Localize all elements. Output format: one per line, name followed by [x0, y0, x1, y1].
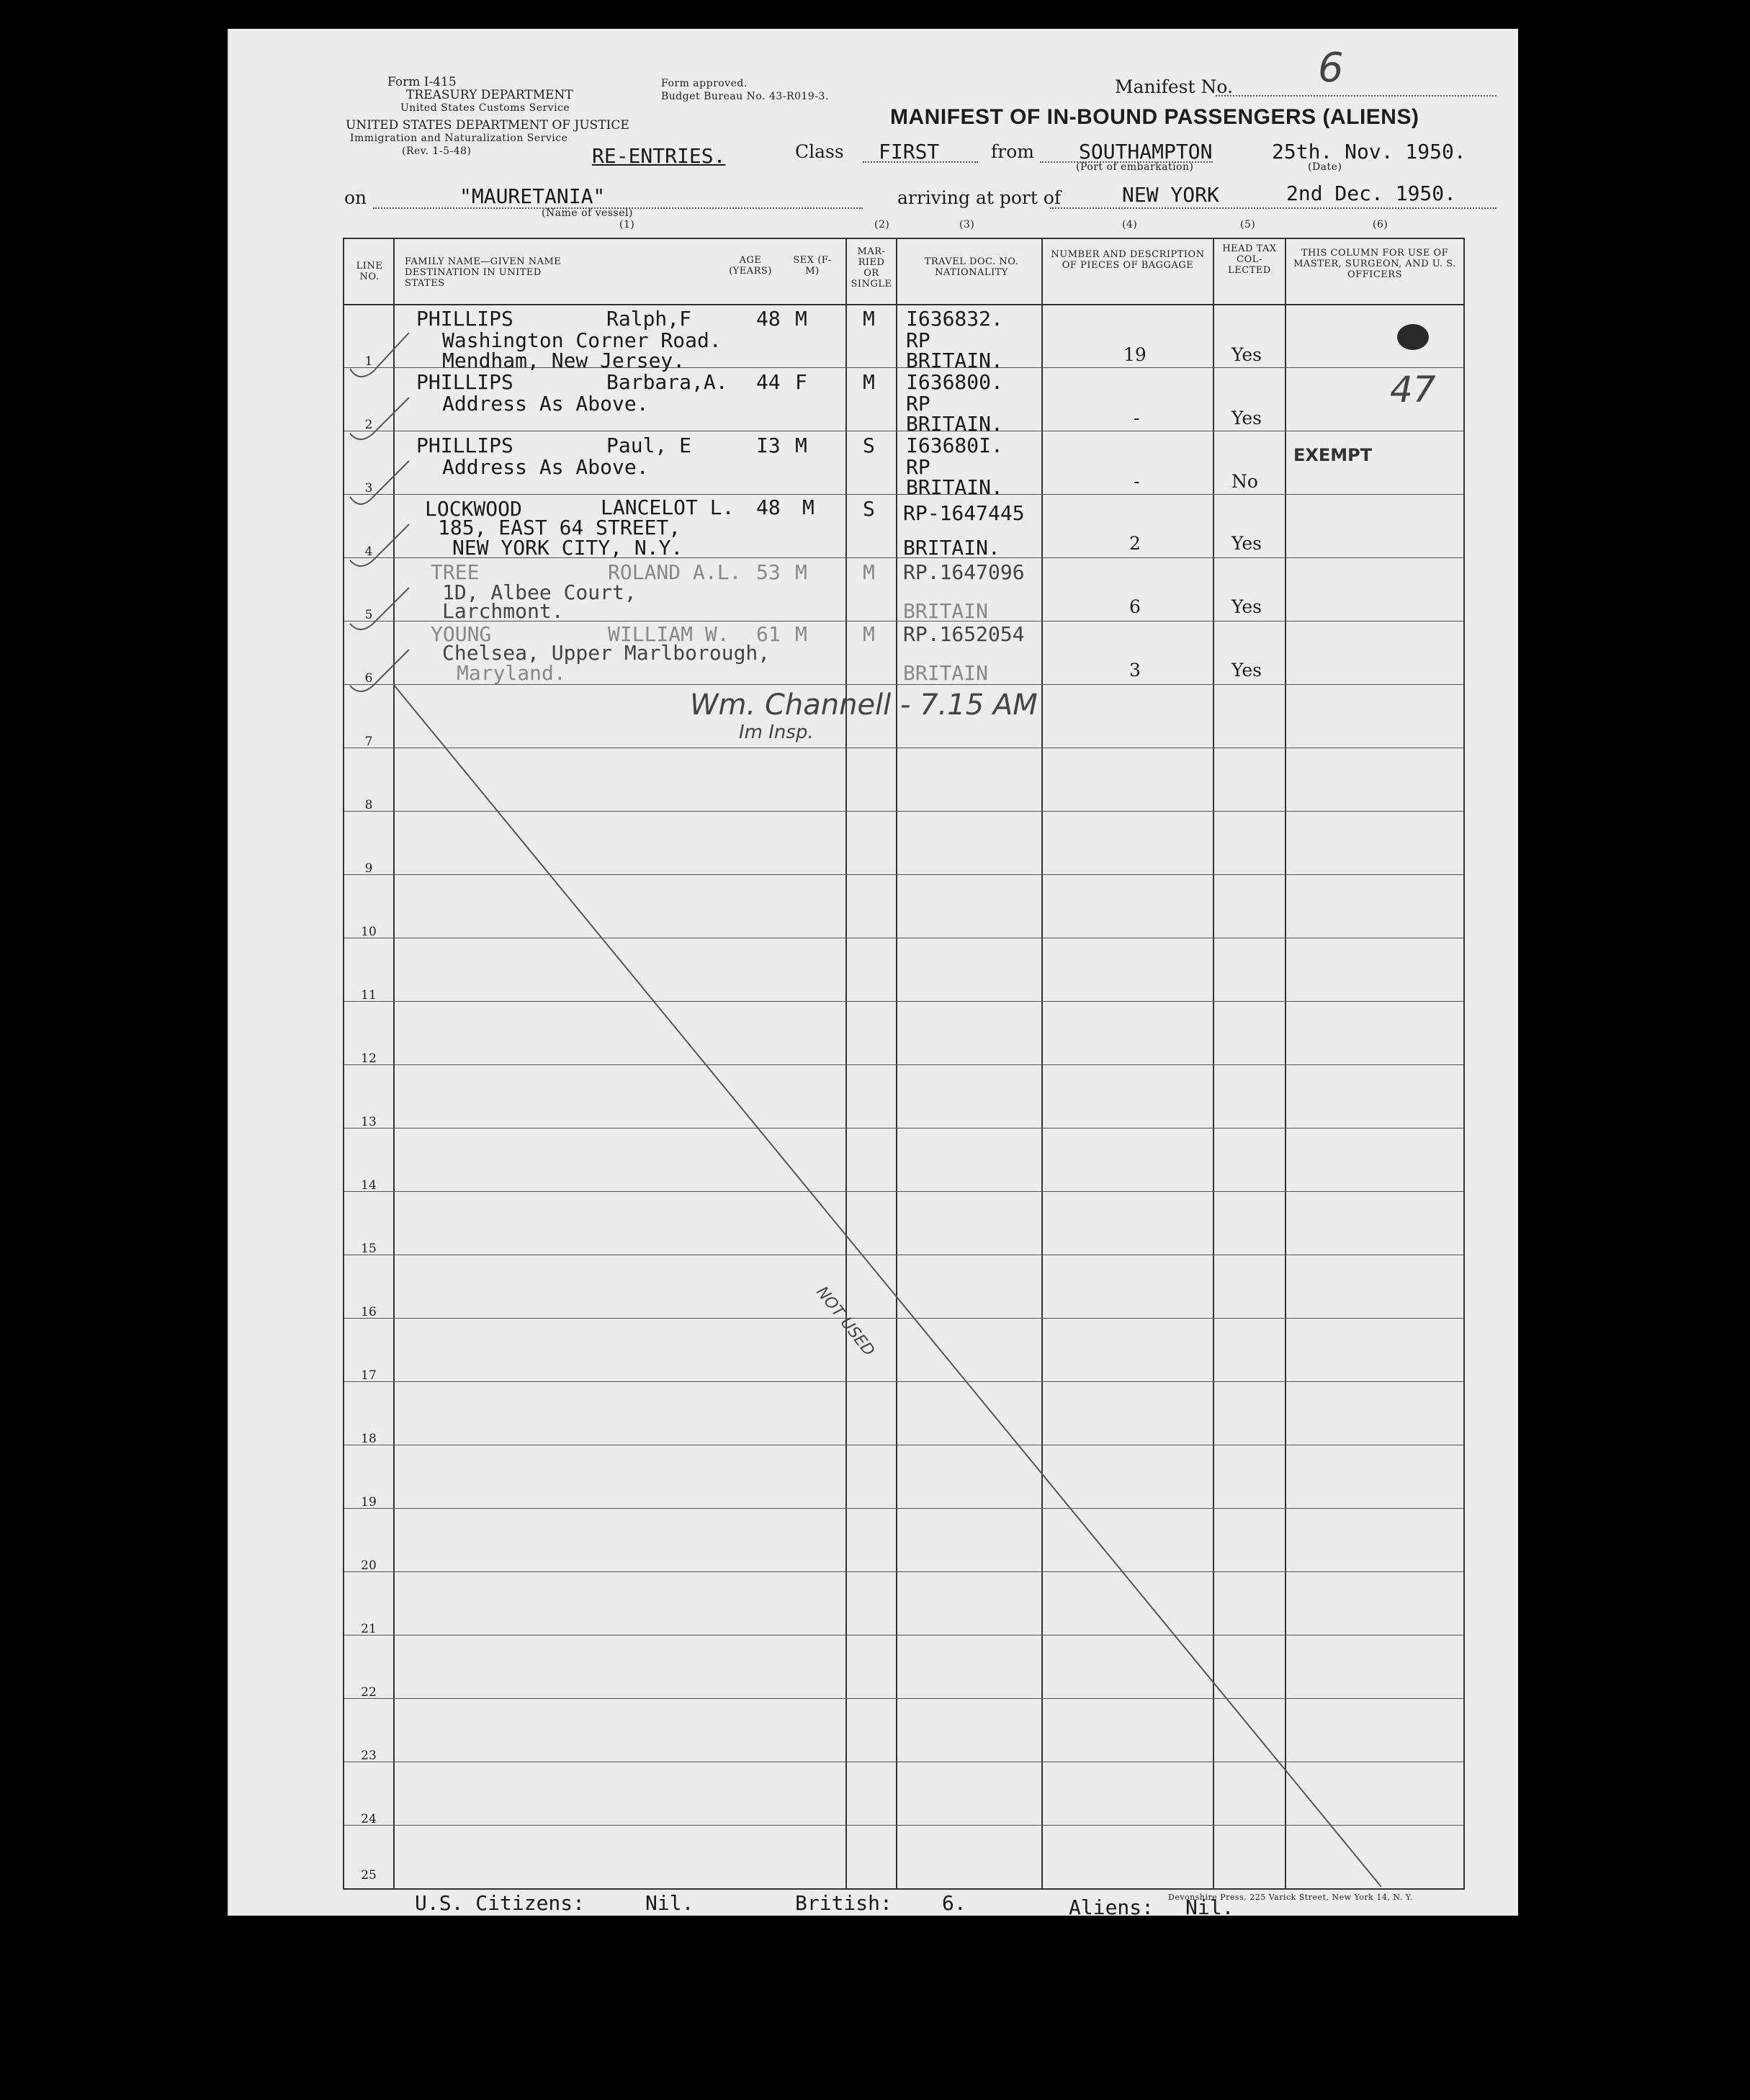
header-sex: SEX (F-M): [793, 255, 832, 277]
sex: M: [802, 495, 815, 519]
line-number: 12: [361, 1051, 377, 1066]
family-name: TREE: [431, 560, 480, 584]
marital-status: M: [863, 307, 875, 331]
line-number: 5: [364, 608, 373, 622]
given-name: Barbara,A.: [606, 370, 728, 394]
sex: M: [795, 560, 807, 584]
header-age: AGE (YEARS): [729, 255, 772, 277]
from-port: SOUTHAMPTON: [1079, 140, 1213, 163]
col-caption-2: (2): [874, 219, 890, 230]
line-number: 18: [361, 1432, 377, 1446]
given-name: Paul, E: [606, 434, 692, 457]
head-tax: Yes: [1231, 408, 1262, 428]
address-line: Chelsea, Upper Marlborough,: [442, 641, 771, 665]
baggage-count: -: [1134, 471, 1140, 492]
line-number: 17: [361, 1368, 377, 1383]
line-number: 2: [364, 418, 373, 432]
header-line-no: LINE NO.: [356, 261, 383, 282]
header-officers: THIS COLUMN FOR USE OF MASTER, SURGEON, AND U. S. OFFICERS: [1293, 248, 1456, 280]
nationality: BRITAIN.: [906, 349, 1003, 372]
manifest-title: MANIFEST OF IN-BOUND PASSENGERS (ALIENS): [890, 105, 1419, 129]
manifest-no-label: Manifest No.: [1115, 76, 1233, 97]
header-baggage: NUMBER AND DESCRIPTION OF PIECES OF BAGGAGE: [1051, 249, 1205, 271]
dept-justice: UNITED STATES DEPARTMENT OF JUSTICE: [346, 118, 629, 133]
header-head-tax: HEAD TAX COL-LECTED: [1222, 243, 1277, 276]
inspector-signature: Wm. Channell - 7.15 AM: [690, 688, 1038, 722]
line-number: 13: [361, 1115, 377, 1129]
age: 61: [756, 622, 781, 646]
address-line: Mendham, New Jersey.: [442, 349, 686, 372]
form-number: Form I-415: [387, 75, 457, 89]
sex: F: [795, 370, 807, 394]
family-name: LOCKWOOD: [425, 497, 522, 521]
travel-doc-no: I636832.: [906, 307, 1003, 331]
travel-doc-no: RP.1652054: [903, 622, 1025, 646]
ins-service: Immigration and Naturalization Service: [350, 133, 568, 144]
age: I3: [756, 434, 781, 457]
line-number: 3: [364, 481, 373, 495]
col-caption-5: (5): [1240, 219, 1256, 230]
baggage-count: 3: [1129, 660, 1141, 681]
address-line: Washington Corner Road.: [442, 328, 722, 352]
arriving-label: arriving at port of: [897, 187, 1062, 208]
col-caption-3: (3): [959, 219, 975, 230]
line-number: 20: [361, 1558, 377, 1573]
address-line: 185, EAST 64 STREET,: [438, 516, 681, 539]
ink-blot: [1397, 324, 1429, 350]
port-embark-caption: (Port of embarkation): [1076, 161, 1194, 173]
address-line: Maryland.: [457, 661, 566, 685]
vessel-name: "MAURETANIA": [459, 184, 606, 208]
from-label: from: [991, 141, 1034, 162]
form-revision: (Rev. 1-5-48): [402, 145, 472, 157]
nationality: BRITAIN: [903, 661, 989, 685]
line-number: 24: [361, 1812, 377, 1826]
age: 48: [756, 495, 781, 519]
date-caption: (Date): [1308, 161, 1342, 173]
line-number: 23: [361, 1749, 377, 1763]
address-line: Address As Above.: [442, 392, 649, 416]
vessel-caption: (Name of vessel): [542, 207, 633, 219]
nationality: BRITAIN.: [906, 475, 1003, 499]
aliens-count: Nil.: [1185, 1895, 1234, 1919]
header-travel-doc: TRAVEL DOC. NO. NATIONALITY: [924, 256, 1019, 278]
us-citizens-count: Nil.: [645, 1891, 694, 1915]
head-tax: Yes: [1231, 660, 1262, 681]
marital-status: M: [863, 622, 875, 646]
sex: M: [795, 434, 807, 457]
given-name: ROLAND A.L.: [608, 560, 742, 584]
sex: M: [795, 307, 807, 331]
not-used-stamp: NOT USED: [812, 1283, 878, 1360]
head-tax: Yes: [1231, 533, 1262, 554]
class-value: FIRST: [879, 140, 940, 163]
line-number: 21: [361, 1622, 377, 1636]
nationality: BRITAIN: [903, 599, 989, 623]
marital-status: M: [863, 560, 875, 584]
customs-service: United States Customs Service: [400, 102, 570, 114]
marital-status: S: [863, 497, 875, 521]
nationality: BRITAIN.: [903, 536, 1000, 560]
head-tax: No: [1231, 471, 1258, 492]
col-caption-1: (1): [619, 219, 635, 230]
marital-status: S: [863, 434, 875, 457]
age: 44: [756, 370, 781, 394]
family-name: PHILLIPS: [416, 434, 513, 457]
head-tax: Yes: [1231, 596, 1262, 617]
exempt-note: EXEMPT: [1293, 445, 1373, 465]
line-number: 6: [364, 671, 373, 686]
age: 53: [756, 560, 781, 584]
re-entries: RE-ENTRIES.: [592, 144, 726, 168]
line-number: 8: [364, 798, 373, 812]
on-label: on: [344, 187, 367, 208]
doc-type: RP: [906, 455, 930, 479]
baggage-count: 2: [1129, 533, 1141, 554]
address-line: Address As Above.: [442, 455, 649, 479]
col-caption-6: (6): [1373, 219, 1388, 230]
manifest-number: 6: [1318, 45, 1344, 91]
given-name: LANCELOT L.: [601, 495, 735, 519]
marital-status: M: [863, 370, 875, 394]
british-count: 6.: [942, 1891, 966, 1915]
line-number: 9: [364, 861, 373, 876]
margin-number: 47: [1390, 369, 1436, 410]
given-name: Ralph,F: [606, 307, 692, 331]
line-number: 7: [364, 735, 373, 749]
travel-doc-no: I63680I.: [906, 434, 1003, 457]
nationality: BRITAIN.: [906, 412, 1003, 436]
head-tax: Yes: [1231, 344, 1262, 365]
travel-doc-no: RP.1647096: [903, 560, 1025, 584]
printer-imprint: Devonshire Press, 225 Varick Street, New York 14, N. Y.: [1168, 1893, 1414, 1902]
class-label: Class: [795, 141, 844, 162]
british-label: British:: [795, 1891, 892, 1915]
travel-doc-no: RP-1647445: [903, 501, 1025, 525]
sex: M: [795, 622, 807, 646]
line-number: 15: [361, 1242, 377, 1256]
arrival-date: 2nd Dec. 1950.: [1286, 181, 1457, 205]
us-citizens-label: U.S. Citizens:: [415, 1891, 585, 1915]
departure-date: 25th. Nov. 1950.: [1272, 140, 1466, 163]
manifest-no-line: [1216, 91, 1497, 97]
col-caption-4: (4): [1122, 219, 1138, 230]
line-number: 1: [364, 354, 373, 369]
doc-type: RP: [906, 328, 930, 352]
line-number: 11: [361, 988, 377, 1002]
baggage-count: 19: [1123, 344, 1147, 365]
family-name: PHILLIPS: [416, 370, 513, 394]
inspector-title: Im Insp.: [739, 722, 814, 743]
address-line: Larchmont.: [442, 599, 564, 623]
family-name: PHILLIPS: [416, 307, 513, 331]
line-number: 25: [361, 1868, 377, 1883]
header-married: MAR-RIED OR SINGLE: [851, 246, 892, 290]
line-number: 4: [364, 544, 373, 559]
given-name: WILLIAM W.: [608, 622, 730, 646]
line-number: 14: [361, 1178, 377, 1193]
form-approved: Form approved.: [661, 78, 748, 89]
travel-doc-no: I636800.: [906, 370, 1003, 394]
baggage-count: -: [1134, 408, 1140, 428]
address-line: NEW YORK CITY, N.Y.: [452, 536, 683, 560]
address-line: 1D, Albee Court,: [442, 580, 637, 604]
aliens-label: Aliens:: [1069, 1895, 1154, 1919]
treasury-department: TREASURY DEPARTMENT: [406, 88, 573, 102]
budget-bureau: Budget Bureau No. 43-R019-3.: [661, 91, 829, 102]
line-number: 16: [361, 1305, 377, 1319]
doc-type: RP: [906, 392, 930, 416]
age: 48: [756, 307, 781, 331]
line-number: 22: [361, 1685, 377, 1700]
manifest-table: [343, 238, 1465, 1890]
header-name-destination: FAMILY NAME—GIVEN NAME DESTINATION IN UNITED STATES: [405, 256, 562, 289]
family-name: YOUNG: [431, 622, 492, 646]
line-number: 10: [361, 925, 377, 939]
arrival-port: NEW YORK: [1122, 183, 1219, 207]
line-number: 19: [361, 1495, 377, 1509]
cancellation-line: [344, 239, 1463, 1888]
check-marks: [344, 311, 416, 772]
baggage-count: 6: [1129, 596, 1141, 617]
